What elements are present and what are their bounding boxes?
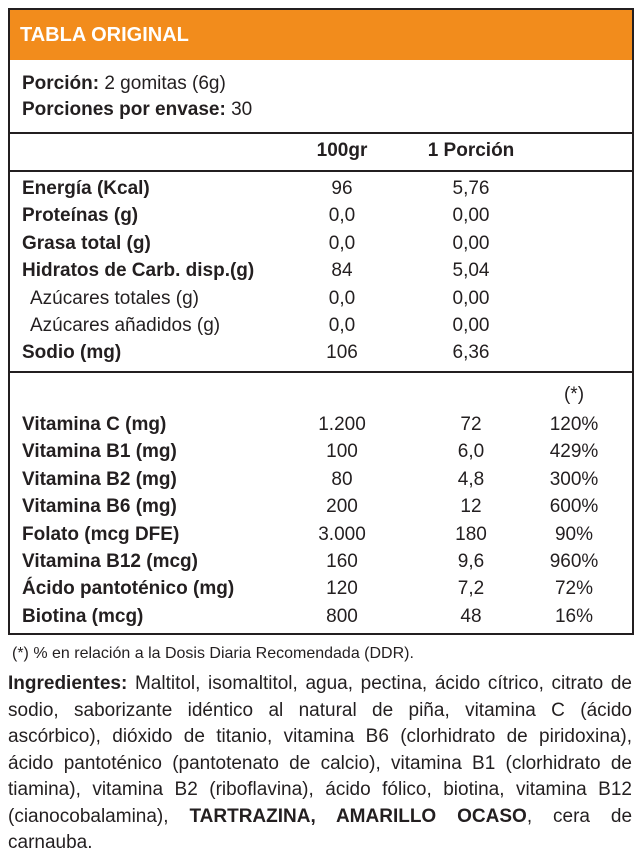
value-per-portion: 5,76 [452, 178, 490, 199]
servings-per-container [22, 98, 252, 122]
value-per-100g: 800 [326, 605, 358, 627]
value-per-100g: 84 [331, 260, 353, 282]
ddr-footnote: (*) % en relación a la Dosis Diaria Recomendada (DDR). [12, 645, 414, 662]
value-per-100g: 80 [331, 468, 353, 490]
value-per-100g: 200 [326, 496, 358, 518]
ddr-percent: 72% [554, 578, 594, 600]
vitamin-name: Vitamina C (mg) [22, 414, 167, 435]
serving-size [22, 72, 226, 96]
nutrition-table [8, 8, 634, 635]
nutrient-name: Azúcares totales (g) [30, 287, 199, 309]
servings-per-container-value: 30 [225, 99, 253, 120]
value-per-portion: 7,2 [457, 578, 485, 600]
value-per-portion: 72 [460, 414, 482, 435]
divider [10, 371, 632, 373]
value-per-portion: 6,0 [457, 441, 485, 463]
value-per-100g: 0,0 [328, 205, 356, 227]
table-title: TABLA ORIGINAL [10, 10, 632, 60]
ddr-percent: 960% [549, 551, 599, 572]
value-per-portion: 0,00 [452, 287, 490, 309]
allergen-warning: TARTRAZINA, AMARILLO OCASO [189, 805, 527, 827]
value-per-portion: 4,8 [457, 468, 485, 490]
column-header-100gr: 100gr [316, 140, 368, 161]
serving-size-value: 2 gomitas (6g) [99, 73, 226, 94]
value-per-100g: 0,0 [328, 315, 356, 336]
divider [10, 132, 632, 134]
ingredients-text: Maltitol, isomaltitol, agua, pectina, ácido cítrico, citrato de sodio, saborizante idéntico al natural de piña, vitamina C (ácido ascórbico), dióxido de titanio, vitamina B6 (clorhidrato de piridoxina), ácido pantoténico (pantotenato de calcio), vitamina B1 (clorhidrato de tiamina), vitamina B2 (riboflavina), ácido fólico, biotina, vitamina B12 (cianocobalamina), [8, 673, 632, 827]
value-per-portion: 5,04 [452, 260, 490, 282]
ddr-column-header: (*) [563, 384, 585, 405]
value-per-100g: 100 [326, 441, 358, 463]
value-per-portion: 48 [460, 605, 482, 627]
ingredients-label: Ingredientes: [8, 673, 128, 694]
column-header-portion: 1 Porción [427, 140, 515, 161]
ddr-percent: 600% [549, 496, 599, 518]
ddr-percent: 90% [554, 523, 594, 545]
ddr-percent: 120% [549, 414, 599, 435]
vitamin-name: Vitamina B12 (mcg) [22, 551, 198, 572]
vitamin-name: Vitamina B1 (mg) [22, 441, 177, 463]
value-per-portion: 6,36 [452, 342, 490, 364]
value-per-portion: 0,00 [452, 315, 490, 336]
value-per-100g: 3.000 [318, 523, 366, 545]
nutrient-name: Energía (Kcal) [22, 178, 150, 199]
ddr-percent: 429% [549, 441, 599, 463]
nutrient-name: Sodio (mg) [22, 342, 122, 364]
nutrient-name: Proteínas (g) [22, 205, 139, 227]
serving-size-label: Porción: [22, 73, 100, 94]
vitamin-name: Vitamina B6 (mg) [22, 496, 177, 518]
nutrient-name: Grasa total (g) [22, 232, 151, 254]
value-per-100g: 96 [331, 178, 353, 199]
vitamin-name: Ácido pantoténico (mg) [22, 578, 235, 600]
divider [10, 170, 632, 172]
ddr-percent: 300% [549, 468, 599, 490]
servings-per-container-label: Porciones por envase: [22, 99, 226, 120]
ddr-percent: 16% [554, 605, 594, 627]
value-per-100g: 1.200 [318, 414, 366, 435]
value-per-100g: 120 [326, 578, 358, 600]
value-per-100g: 0,0 [328, 232, 356, 254]
value-per-portion: 0,00 [452, 205, 490, 227]
value-per-portion: 9,6 [457, 551, 485, 572]
value-per-100g: 160 [326, 551, 358, 572]
nutrient-name: Hidratos de Carb. disp.(g) [22, 260, 255, 282]
vitamin-name: Biotina (mcg) [22, 605, 144, 627]
ingredients-tail: , cera de carnauba. [8, 805, 633, 853]
value-per-portion: 12 [460, 496, 482, 518]
vitamin-name: Folato (mcg DFE) [22, 523, 180, 545]
nutrient-name: Azúcares añadidos (g) [30, 315, 221, 336]
value-per-portion: 0,00 [452, 232, 490, 254]
value-per-portion: 180 [455, 523, 487, 545]
value-per-100g: 0,0 [328, 287, 356, 309]
ingredients-paragraph [8, 671, 632, 857]
value-per-100g: 106 [326, 342, 358, 364]
vitamin-name: Vitamina B2 (mg) [22, 468, 177, 490]
